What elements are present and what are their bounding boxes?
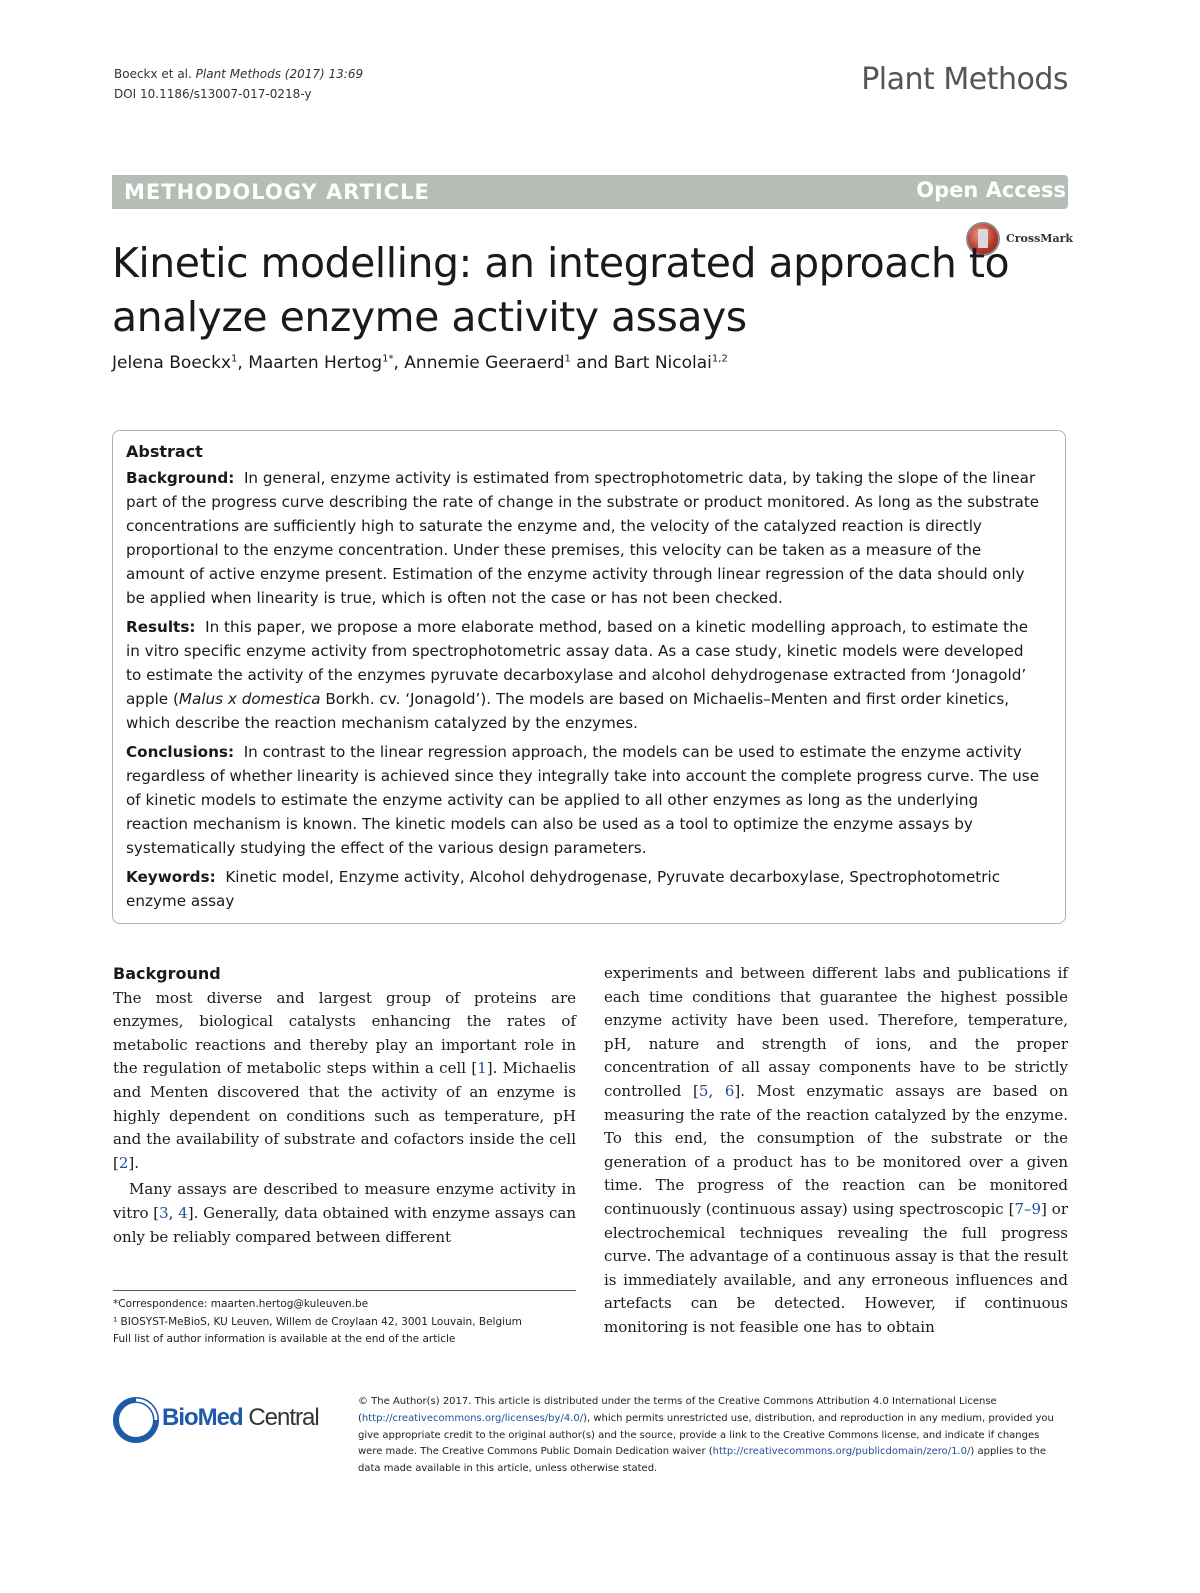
abstract-conclusions-label: Conclusions: <box>126 743 235 761</box>
abstract-results-label: Results: <box>126 618 196 636</box>
abstract-results: Results: In this paper, we propose a more elaborate method, based on a kinetic modelling approach, to estimate the in vitro specific enzyme activity from spectrophotometric assay data. As a case study, kinetic models were developed to estimate the activity of the enzymes pyruvate decarboxylase and alcohol dehydrogenase extracted from ‘Jonagold’ apple (Malus x domestica Borkh. cv. ‘Jonagold’). The models are based on Michaelis–Menten and first order kinetics, which describe the reaction mechanism catalyzed by the enzymes. <box>126 618 1029 732</box>
footnotes <box>113 1296 583 1349</box>
citation-link[interactable]: 6 <box>724 1081 735 1100</box>
biomed-central-logo[interactable] <box>112 1396 342 1444</box>
logo-biomed: BioMed <box>162 1404 243 1431</box>
citation-journal: Plant Methods <box>195 67 281 81</box>
author-list: Jelena Boeckx$^1$, Maarten Hertog$^{1*}$, Annemie Geeraerd$^1$ and Bart Nicolai$^{1,2}$ <box>112 353 728 373</box>
crossmark-label: CrossMark <box>1006 232 1073 245</box>
open-access-badge: Open Access <box>916 178 1066 202</box>
public-domain-link[interactable]: http://creativecommons.org/publicdomain/zero/1.0/ <box>712 1446 971 1458</box>
body-column-right <box>604 962 1068 1340</box>
citation-authors: Boeckx et al. <box>114 67 192 81</box>
abstract-keywords: Keywords: Kinetic model, Enzyme activity, Alcohol dehydrogenase, Pyruvate decarboxylase, Spectrophotometric enzyme assay <box>126 868 1001 910</box>
doi[interactable]: DOI 10.1186/s13007-017-0218-y <box>114 87 312 101</box>
abstract-heading: Abstract <box>126 442 203 461</box>
citation-link[interactable]: 4 <box>178 1203 188 1222</box>
logo-central: Central <box>242 1404 319 1431</box>
author-affiliation: 1 <box>231 353 238 365</box>
license-notice: © The Author(s) 2017. This article is distributed under the terms of the Creative Commons Attribution 4.0 International License (http://creativecommons.org/licenses/by/4.0/), which permits unrestricted use, distribution, and reproduction in any medium, provided you give appropriate credit to the original author(s) and the source, provide a link to the Creative Commons license, and indicate if changes were made. The Creative Commons Public Domain Dedication waiver (http://creativecommons.org/publicdomain/zero/1.0/) applies to the data made available in this article, unless otherwise stated. <box>358 1396 1054 1475</box>
abstract-conclusions: Conclusions: In contrast to the linear regression approach, the models can be used to estimate the enzyme activity regardless of whether linearity is achieved since they integrally take into account the complete progress curve. The use of kinetic models to estimate the enzyme activity can be applied to all other enzymes as long as the underlying reaction mechanism is known. The kinetic models can also be used as a tool to optimize the enzyme assays by systematically studying the effect of the various design parameters. <box>126 743 1040 857</box>
author-affiliation: 1* <box>382 353 394 365</box>
correspondence[interactable]: *Correspondence: maarten.hertog@kuleuven.be <box>113 1298 369 1310</box>
header-citation <box>114 64 363 104</box>
body-column-left <box>113 962 576 1249</box>
author-name[interactable]: Bart Nicolai <box>613 353 712 373</box>
citation-link[interactable]: 5 <box>698 1081 709 1100</box>
footnote-divider <box>113 1290 576 1291</box>
body-paragraph: The most diverse and largest group of proteins are enzymes, biological catalysts enhancing the rates of metabolic reactions and thereby play an important role in the regulation of metabolic steps within a cell [1]. Michaelis and Menten discovered that the activity of an enzyme is highly dependent on conditions such as temperature, pH and the availability of substrate and cofactors inside the cell [2]. <box>113 988 577 1172</box>
journal-name: Plant Methods <box>861 62 1068 97</box>
affiliation: ¹ BIOSYST-MeBioS, KU Leuven, Willem de Croylaan 42, 3001 Louvain, Belgium <box>113 1315 522 1328</box>
citation-link[interactable]: 7–9 <box>1014 1199 1042 1218</box>
body-paragraph-continued: experiments and between different labs and publications if each time conditions that guarantee the highest possible enzyme activity have been used. Therefore, temperature, pH, nature and strength of ions, and the proper concentration of all assay components have to be strictly controlled [5, 6]. Most enzymatic assays are based on measuring the rate of the reaction catalyzed by the enzyme. To this end, the consumption of the substrate or the generation of a product has to be monitored over a given time. The progress of the reaction can be monitored continuously (continuous assay) using spectroscopic [7–9] or electrochemical techniques revealing the full progress curve. The advantage of a continuous assay is that the result is immediately available, and any erroneous influences and artefacts can be detected. However, if continuous monitoring is not feasible one has to obtain <box>604 964 1068 1336</box>
abstract <box>126 440 1041 918</box>
author-affiliation: 1,2 <box>711 353 728 365</box>
citation-volume: (2017) 13:69 <box>280 67 364 81</box>
citation-link[interactable]: 3 <box>159 1203 169 1222</box>
abstract-keywords-label: Keywords: <box>126 868 216 886</box>
license-link[interactable]: http://creativecommons.org/licenses/by/4.0/ <box>361 1412 584 1424</box>
abstract-background-label: Background: <box>126 469 235 487</box>
author-name[interactable]: Jelena Boeckx <box>112 353 232 373</box>
body-paragraph: Many assays are described to measure enzyme activity in vitro [3, 4]. Generally, data obtained with enzyme assays can only be reliably compared between different <box>113 1180 576 1246</box>
abstract-background: Background: In general, enzyme activity is estimated from spectrophotometric data, by taking the slope of the linear part of the progress curve describing the rate of change in the substrate or product monitored. As long as the substrate concentrations are sufficiently high to saturate the enzyme and, the velocity of the catalyzed reaction is directly proportional to the enzyme concentration. Under these premises, this velocity can be taken as a measure of the amount of active enzyme present. Estimation of the enzyme activity through linear regression of the data should only be applied when linearity is true, which is often not the case or has not been checked. <box>126 469 1040 607</box>
author-info-note: Full list of author information is available at the end of the article <box>113 1333 456 1345</box>
article-type: METHODOLOGY ARTICLE <box>124 180 430 204</box>
citation-link[interactable]: 2 <box>118 1153 129 1172</box>
author-name[interactable]: Annemie Geeraerd <box>404 353 565 373</box>
author-affiliation: 1 <box>564 353 571 365</box>
article-title: Kinetic modelling: an integrated approach to analyze enzyme activity assays <box>112 239 1010 341</box>
author-name[interactable]: Maarten Hertog <box>248 353 383 373</box>
section-heading-background: Background <box>113 964 221 983</box>
citation-link[interactable]: 1 <box>477 1059 487 1078</box>
